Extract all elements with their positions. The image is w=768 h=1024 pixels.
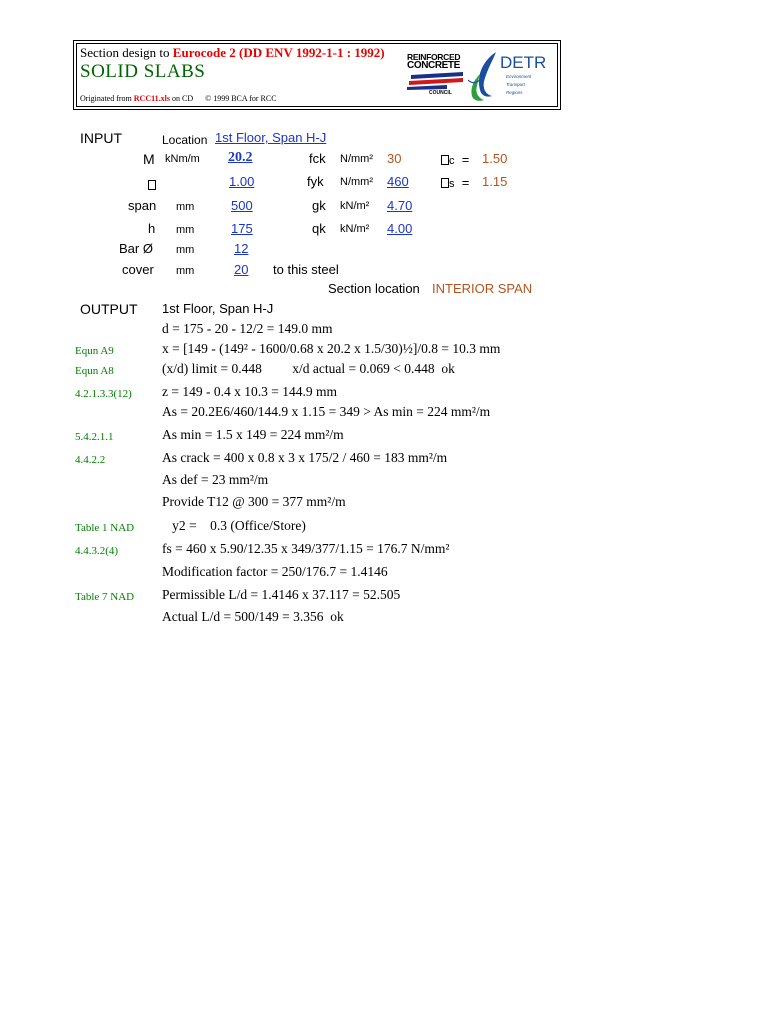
clause-reference: 5.4.2.1.1 [75,431,114,443]
gk-unit: kN/m² [340,200,370,212]
calculation-line: As = 20.2E6/460/144.9 x 1.15 = 349 > As min = 224 mm²/m [162,404,491,419]
output-heading: OUTPUT [80,301,138,317]
calculation-line: Permissible L/d = 1.4146 x 37.117 = 52.505 [162,587,401,602]
clause-reference: Table 1 NAD [75,522,135,534]
rcc-logo-line3: COUNCIL [429,90,452,96]
detr-sub2: Transport [506,82,525,87]
rcc-logo-line2: CONCRETE [407,60,460,71]
beta-symbol-icon [148,180,156,190]
gamma-c-subscript: c [449,155,455,167]
gamma-c-value[interactable]: 1.50 [482,151,508,166]
gamma-c-equals: = [461,152,470,167]
calculation-line: As min = 1.5 x 149 = 224 mm²/m [162,427,344,442]
calculation-line: Provide T12 @ 300 = 377 mm²/m [162,494,346,509]
span-label: span [128,198,157,213]
calculation-line: Actual L/d = 500/149 = 3.356 ok [162,609,344,624]
cover-note: to this steel [273,262,339,277]
bar-input[interactable]: 12 [234,241,249,256]
gamma-c-label [441,152,469,167]
rcc-logo-line1: REINFORCED [407,52,461,62]
bar-unit: mm [176,244,195,256]
detr-sub3: Regions [506,90,523,95]
bar-label: Bar Ø [119,241,153,256]
gamma-s-symbol-icon [441,178,449,188]
clause-reference: 4.4.2.2 [75,454,106,466]
output-location: 1st Floor, Span H-J [162,301,274,316]
fck-value[interactable]: 30 [387,151,402,166]
calculation-line: y2 = 0.3 (Office/Store) [162,518,306,533]
beta-label [148,176,156,194]
M-label: M [143,151,155,167]
calculation-line: z = 149 - 0.4 x 10.3 = 144.9 mm [162,384,337,399]
rcc-logo [407,52,465,100]
cover-unit: mm [176,265,195,277]
clause-reference: Equn A9 [75,345,114,357]
gk-input[interactable]: 4.70 [387,198,413,213]
origin-suffix: on CD [170,94,194,103]
gamma-s-label [441,175,469,190]
fyk-unit: N/mm² [340,176,373,188]
clause-reference: 4.4.3.2(4) [75,545,119,557]
cover-input[interactable]: 20 [234,262,249,277]
gamma-s-equals: = [461,175,470,190]
beta-input[interactable]: 1.00 [229,174,255,189]
gamma-s-subscript: s [449,178,455,190]
clause-reference: Table 7 NAD [75,591,135,603]
h-unit: mm [176,224,195,236]
section-location-value[interactable]: INTERIOR SPAN [432,281,533,296]
rcc-stripes-icon [407,72,465,90]
header-box [73,40,561,110]
calculation-line: d = 175 - 20 - 12/2 = 149.0 mm [162,321,333,336]
origin-prefix: Originated from [80,94,134,103]
clause-reference: Equn A8 [75,365,114,377]
detr-sub1: Environment [506,74,532,79]
M-unit: kNm/m [165,153,200,165]
calculation-line: As crack = 400 x 0.8 x 3 x 175/2 / 460 = 183 mm²/m [162,450,448,465]
clause-reference: 4.2.1.3.3(12) [75,388,132,400]
fyk-input[interactable]: 460 [387,174,409,189]
calculation-line: As def = 23 mm²/m [162,472,269,487]
location-input[interactable]: 1st Floor, Span H-J [215,130,327,145]
gk-label: gk [312,198,326,213]
fck-label: fck [309,151,326,166]
page-title: SOLID SLABS [80,61,206,82]
copyright: © 1999 BCA for RCC [205,94,277,103]
calculation-line: x = [149 - (149² - 1600/0.68 x 20.2 x 1.5/30)½]/0.8 = 10.3 mm [162,341,501,356]
h-input[interactable]: 175 [231,221,253,236]
calculation-line: Modification factor = 250/176.7 = 1.4146 [162,564,388,579]
header-design-code [80,45,385,61]
calculation-line: fs = 460 x 5.90/12.35 x 349/377/1.15 = 176.7 N/mm² [162,541,450,556]
section-location-label: Section location [328,281,420,296]
fck-unit: N/mm² [340,153,373,165]
calculation-line: (x/d) limit = 0.448 x/d actual = 0.069 < 0.448 ok [162,361,455,376]
origin-file: RCC11.xls [133,94,170,103]
gamma-c-symbol-icon [441,155,449,165]
header-prefix: Section design to [80,45,173,60]
fyk-label: fyk [307,174,324,189]
qk-input[interactable]: 4.00 [387,221,413,236]
input-heading: INPUT [80,130,122,146]
detr-logo-text: DETR [500,53,547,72]
M-input[interactable]: 20.2 [228,150,253,165]
origin-line [80,94,277,103]
span-input[interactable]: 500 [231,198,253,213]
location-label: Location [162,133,208,147]
detr-logo [466,50,560,106]
qk-unit: kN/m² [340,223,370,235]
h-label: h [148,221,156,236]
qk-label: qk [312,221,326,236]
gamma-s-value[interactable]: 1.15 [482,174,508,189]
span-unit: mm [176,201,195,213]
cover-label: cover [122,262,154,277]
eurocode-reference: Eurocode 2 (DD ENV 1992-1-1 : 1992) [172,45,385,60]
